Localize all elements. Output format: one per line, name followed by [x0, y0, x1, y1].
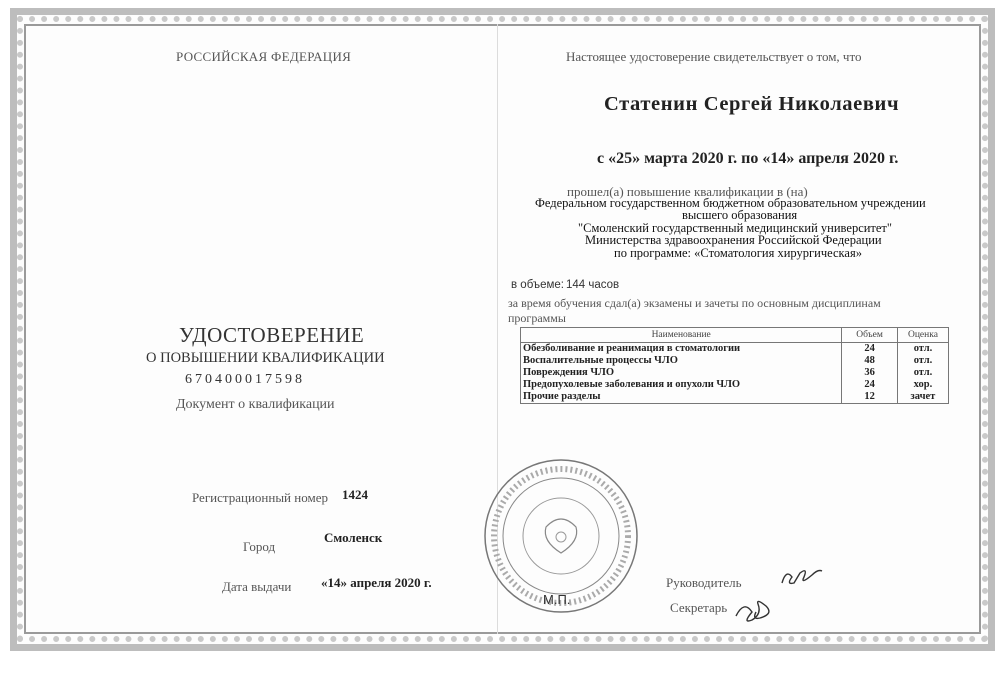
table-row	[521, 355, 949, 367]
table-row	[521, 343, 949, 356]
person-name: Статенин Сергей Николаевич	[604, 93, 900, 115]
discipline-hours: 24	[842, 343, 898, 356]
document-type: Документ о квалификации	[176, 397, 335, 412]
grades-table	[520, 327, 949, 404]
discipline-hours: 48	[842, 355, 898, 367]
discipline-name: Предопухолевые заболевания и опухоли ЧЛО	[521, 379, 842, 391]
discipline-grade: отл.	[897, 355, 948, 367]
organization-line-3: "Смоленский государственный медицинский университет"	[578, 221, 893, 235]
secretary-label: Секретарь	[670, 600, 728, 615]
discipline-name: Воспалительные процессы ЧЛО	[521, 355, 842, 367]
discipline-name: Прочие разделы	[521, 391, 842, 404]
passed-text: прошел(а) повышение квалификации в (на)	[567, 184, 808, 199]
discipline-grade: зачет	[897, 391, 948, 404]
program-name: по программе: «Стоматология хирургическая»	[614, 246, 862, 260]
document-number: 670400017598	[185, 372, 305, 387]
column-header-grade: Оценка	[897, 328, 948, 343]
volume-label: в объеме:	[511, 279, 564, 291]
city-label: Город	[243, 539, 276, 554]
discipline-grade: отл.	[897, 343, 948, 356]
organization-line-2: высшего образования	[682, 208, 798, 222]
discipline-grade: хор.	[897, 379, 948, 391]
exams-text-line-1: за время обучения сдал(а) экзамены и зачеты по основным дисциплинам	[508, 296, 881, 310]
discipline-hours: 12	[842, 391, 898, 404]
issue-date-value: «14» апреля 2020 г.	[321, 575, 432, 590]
document-title: УДОСТОВЕРЕНИЕ	[179, 323, 365, 347]
intro-text: Настоящее удостоверение свидетельствует о том, что	[566, 49, 862, 64]
city-value: Смоленск	[324, 530, 383, 545]
volume-value: 144 часов	[566, 279, 620, 291]
discipline-hours: 36	[842, 367, 898, 379]
organization-line-4: Министерства здравоохранения Российской Федерации	[585, 233, 882, 247]
table-row	[521, 367, 949, 379]
head-label: Руководитель	[666, 575, 742, 590]
table-row	[521, 391, 949, 404]
country-heading: РОССИЙСКАЯ ФЕДЕРАЦИЯ	[176, 49, 352, 64]
table-header-row	[521, 328, 949, 343]
seal-label: М.П.	[543, 592, 571, 607]
head-signature	[778, 563, 828, 589]
discipline-name: Обезболивание и реанимация в стоматологии	[521, 343, 842, 356]
secretary-signature	[730, 594, 780, 628]
table-row	[521, 379, 949, 391]
study-period: с «25» марта 2020 г. по «14» апреля 2020 г.	[597, 150, 899, 167]
column-header-volume: Объем	[842, 328, 898, 343]
document-subtitle: О ПОВЫШЕНИИ КВАЛИФИКАЦИИ	[146, 350, 385, 366]
organization-line-1: Федеральном государственном бюджетном образовательном учреждении	[535, 196, 926, 210]
registration-label: Регистрационный номер	[192, 490, 328, 505]
exams-text-line-2: программы	[508, 311, 566, 325]
issue-date-label: Дата выдачи	[222, 579, 292, 594]
discipline-hours: 24	[842, 379, 898, 391]
discipline-grade: отл.	[897, 367, 948, 379]
column-header-name: Наименование	[521, 328, 842, 343]
discipline-name: Повреждения ЧЛО	[521, 367, 842, 379]
registration-number: 1424	[342, 487, 368, 502]
